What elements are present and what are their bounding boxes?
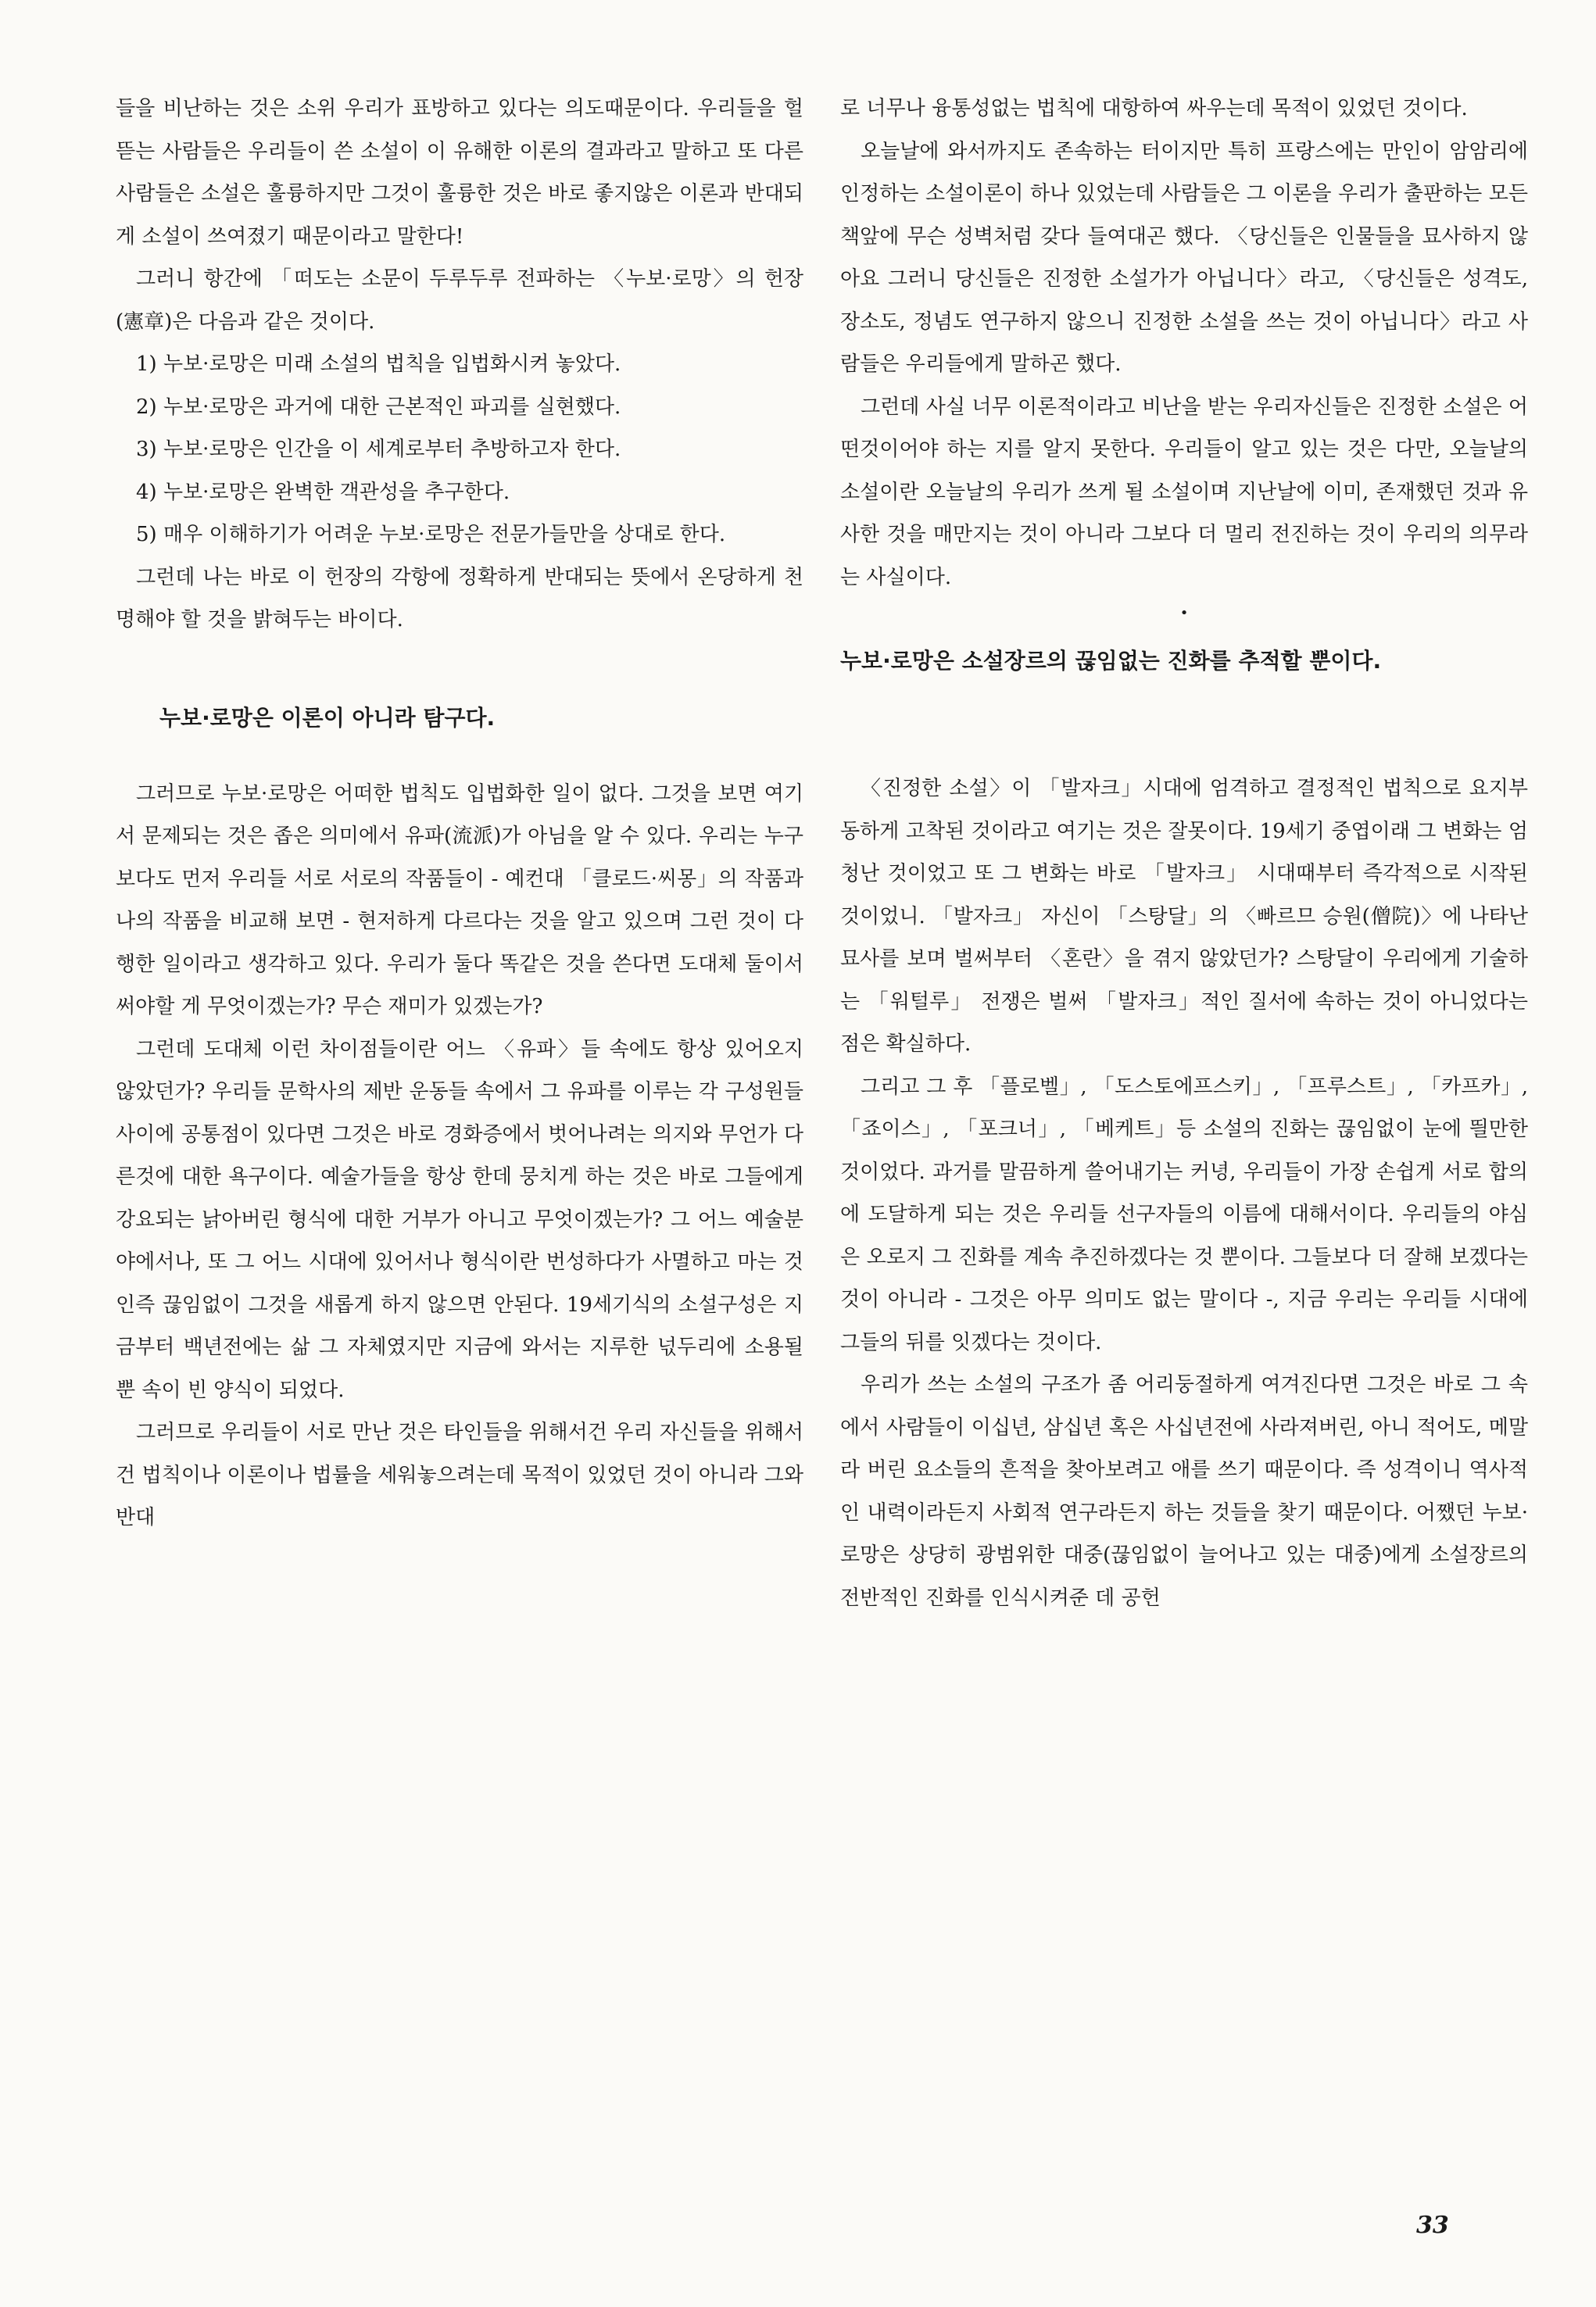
paragraph: 로 너무나 융통성없는 법칙에 대항하여 싸우는데 목적이 있었던 것이다.: [840, 97, 1468, 120]
section-bullet: •: [1179, 605, 1189, 621]
paragraph: 그러므로 누보·로망은 어떠한 법칙도 입법화한 일이 없다. 그것을 보면 여기서 문제되는 것은 좁은 의미에서 유파(流派)가 아님을 알 수 있다. 우리는 누구보다도 먼저 우리들 서로 서로의 작품들이 - 예컨대 「클로드·씨몽」의 작품과 나의 작품을 비교해 보면 - 현저하게 다르다는 것을 알고 있으며 그런 것이 다행한 일이라고 생각하고 있다. 우리가 둘다 똑같은 것을 쓴다면 도대체 둘이서 써야할 게 무엇이겠는가? 무슨 재미가 있겠는가?: [116, 782, 803, 1018]
charter-item-5: 5) 매우 이해하기가 어려운 누보·로망은 전문가들만을 상대로 한다.: [136, 523, 726, 546]
section-heading: 누보·로망은 소설장르의 끊임없는 진화를 추적할 뿐이다.: [840, 648, 1382, 674]
paragraph: 우리가 쓰는 소설의 구조가 좀 어리둥절하게 여겨진다면 그것은 바로 그 속에서 사람들이 이십년, 삼십년 혹은 사십년전에 사라져버린, 아니 적어도, 메말라 버린 요소들의 흔적을 찾아보려고 애를 쓰기 때문이다. 즉 성격이니 역사적인 내력이라든지 사회적 연구라든지 하는 것들을 찾기 때문이다. 어쨌던 누보·로망은 상당히 광범위한 대중(끊임없이 늘어나고 있는 대중)에게 소설장르의 전반적인 진화를 인식시켜준 데 공헌: [840, 1373, 1528, 1610]
charter-item-1: 1) 누보·로망은 미래 소설의 법칙을 입법화시켜 놓았다.: [136, 352, 621, 376]
paragraph: 오늘날에 와서까지도 존속하는 터이지만 특히 프랑스에는 만인이 암암리에 인정하는 소설이론이 하나 있었는데 사람들은 그 이론을 우리가 출판하는 모든 책앞에 무슨 성벽처럼 갖다 들여대곤 했다. 〈당신들은 인물들을 묘사하지 않아요 그러니 당신들은 진정한 소설가가 아닙니다〉라고, 〈당신들은 성격도, 장소도, 정념도 연구하지 않으니 진정한 소설을 쓰는 것이 아닙니다〉라고 사람들은 우리들에게 말하곤 했다.: [840, 139, 1528, 376]
paragraph: 그러므로 우리들이 서로 만난 것은 타인들을 위해서건 우리 자신들을 위해서건 법칙이나 이론이나 법률을 세워놓으려는데 목적이 있었던 것이 아니라 그와 반대: [116, 1421, 803, 1529]
page-number: 33: [1416, 2212, 1449, 2239]
left-column: [116, 88, 803, 1540]
charter-item-2: 2) 누보·로망은 과거에 대한 근본적인 파괴를 실현했다.: [136, 395, 621, 419]
paragraph: 그런데 나는 바로 이 헌장의 각항에 정확하게 반대되는 뜻에서 온당하게 천명해야 할 것을 밝혀두는 바이다.: [116, 565, 803, 631]
section-heading: 누보·로망은 이론이 아니라 탐구다.: [159, 704, 496, 731]
paragraph: 그러니 항간에 「떠도는 소문이 두루두루 전파하는 〈누보·로망〉의 헌장(憲章)은 다음과 같은 것이다.: [116, 267, 803, 334]
charter-item-4: 4) 누보·로망은 완벽한 객관성을 추구한다.: [136, 480, 510, 504]
paragraph: 그리고 그 후 「플로벨」, 「도스토에프스키」, 「프루스트」, 「카프카」, 「죠이스」, 「포크너」, 「베케트」등 소설의 진화는 끊임없이 눈에 띌만한 것이었다. 과거를 말끔하게 쓸어내기는 커녕, 우리들이 가장 손쉽게 서로 합의에 도달하게 되는 것은 우리들 선구자들의 이름에 대해서이다. 우리들의 야심은 오로지 그 진화를 계속 추진하겠다는 것 뿐이다. 그들보다 더 잘해 보겠다는 것이 아니라 - 그것은 아무 의미도 없는 말이다 -, 지금 우리는 우리들 시대에 그들의 뒤를 잇겠다는 것이다.: [840, 1075, 1528, 1354]
right-column: [840, 88, 1528, 1619]
paragraph: 그런데 도대체 이런 차이점들이란 어느 〈유파〉들 속에도 항상 있어오지 않았던가? 우리들 문학사의 제반 운동들 속에서 그 유파를 이루는 각 구성원들 사이에 공통점이 있다면 그것은 바로 경화증에서 벗어나려는 의지와 무언가 다른것에 대한 욕구이다. 예술가들을 항상 한데 뭉치게 하는 것은 바로 그들에게 강요되는 낡아버린 형식에 대한 거부가 아니고 무엇이겠는가? 그 어느 예술분야에서나, 또 그 어느 시대에 있어서나 형식이란 번성하다가 사멸하고 마는 것인즉 끊임없이 그것을 새롭게 하지 않으면 안된다. 19세기식의 소설구성은 지금부터 백년전에는 삶 그 자체였지만 지금에 와서는 지루한 넋두리에 소용될 뿐 속이 빈 양식이 되었다.: [116, 1037, 803, 1402]
paragraph: 들을 비난하는 것은 소위 우리가 표방하고 있다는 의도때문이다. 우리들을 헐뜯는 사람들은 우리들이 쓴 소설이 이 유해한 이론의 결과라고 말하고 또 다른 사람들은 소설은 훌륭하지만 그것이 훌륭한 것은 바로 좋지않은 이론과 반대되게 소설이 쓰여졌기 때문이라고 말한다!: [116, 97, 803, 249]
paragraph: 〈진정한 소설〉이 「발자크」시대에 엄격하고 결정적인 법칙으로 요지부동하게 고착된 것이라고 여기는 것은 잘못이다. 19세기 중엽이래 그 변화는 엄청난 것이었고 또 그 변화는 바로 「발자크」 시대때부터 즉각적으로 시작된 것이었니. 「발자크」 자신이 「스탕달」의 〈빠르므 승원(僧院)〉에 나타난 묘사를 보며 벌써부터 〈혼란〉을 겪지 않았던가? 스탕달이 우리에게 기술하는 「워털루」 전쟁은 벌써 「발자크」적인 질서에 속하는 것이 아니었다는 점은 확실하다.: [840, 777, 1528, 1056]
paragraph: 그런데 사실 너무 이론적이라고 비난을 받는 우리자신들은 진정한 소설은 어떤것이어야 하는 지를 알지 못한다. 우리들이 알고 있는 것은 다만, 오늘날의 소설이란 오늘날의 우리가 쓰게 될 소설이며 지난날에 이미, 존재했던 것과 유사한 것을 매만지는 것이 아니라 그보다 더 멀리 전진하는 것이 우리의 의무라는 사실이다.: [840, 395, 1528, 589]
charter-item-3: 3) 누보·로망은 인간을 이 세계로부터 추방하고자 한다.: [136, 438, 621, 461]
